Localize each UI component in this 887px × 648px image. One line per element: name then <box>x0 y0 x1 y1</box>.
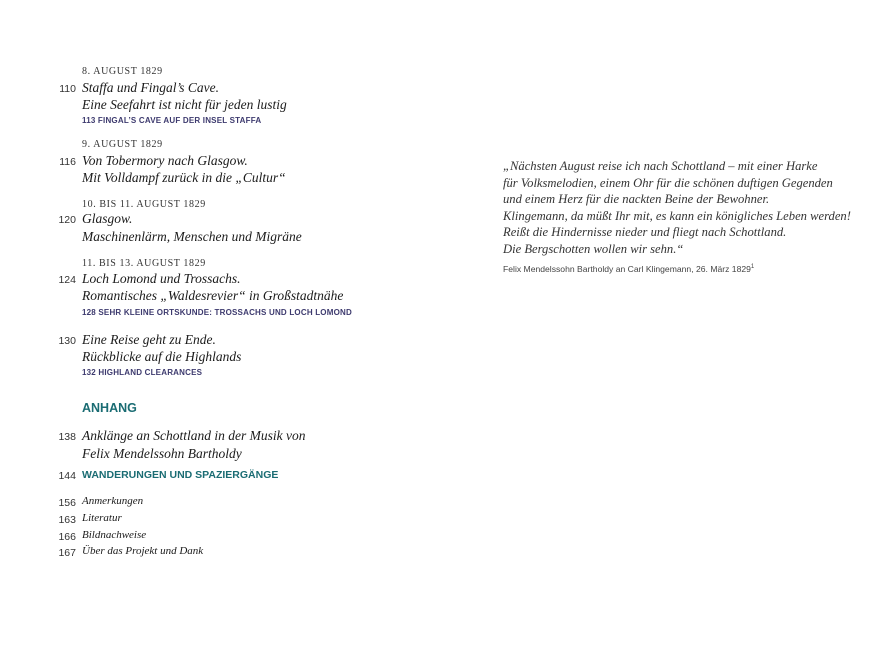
footnote-marker[interactable]: 1 <box>750 264 755 271</box>
entry-subsection[interactable]: 128 SEHR KLEINE ORTSKUNDE: TROSSACHS UND LOCH LOMOND <box>82 308 352 317</box>
appendix-item[interactable]: Literatur <box>82 512 122 524</box>
entry-subsection[interactable]: 132 HIGHLAND CLEARANCES <box>82 368 203 377</box>
quote-line: Reißt die Hindernisse nieder und fliegt nach Schottland. <box>503 225 787 240</box>
entry-title[interactable]: Anklänge an Schottland in der Musik von <box>82 428 306 443</box>
entry-title[interactable]: Staffa und Fingal’s Cave. <box>82 80 219 95</box>
page-number: 124 <box>58 274 76 286</box>
entry-title[interactable]: Loch Lomond und Trossachs. <box>82 271 241 286</box>
epigraph-quote <box>503 158 863 258</box>
entry-subtitle[interactable]: Mit Volldampf zurück in die „Cultur“ <box>82 170 286 185</box>
page-number: 116 <box>59 156 76 168</box>
entry-date: 10. BIS 11. AUGUST 1829 <box>82 199 206 210</box>
entry-title[interactable]: Glasgow. <box>82 211 133 226</box>
table-of-contents <box>0 0 440 648</box>
entry-subtitle[interactable]: Felix Mendelssohn Bartholdy <box>82 446 242 461</box>
page-number: 167 <box>58 547 76 559</box>
quote-line: Die Bergschotten wollen wir sehn.“ <box>503 241 684 256</box>
page-number: 120 <box>58 214 76 226</box>
page-number: 130 <box>58 335 76 347</box>
appendix-item[interactable]: Bildnachweise <box>82 529 147 541</box>
page-number: 163 <box>58 514 76 526</box>
entry-subtitle[interactable]: Rückblicke auf die Highlands <box>82 349 242 364</box>
entry-subsection[interactable]: 113 FINGAL’S CAVE AUF DER INSEL STAFFA <box>82 116 262 125</box>
quote-attribution <box>503 264 754 274</box>
entry-subtitle[interactable]: Eine Seefahrt ist nicht für jeden lustig <box>82 97 287 112</box>
page-number: 166 <box>58 531 76 543</box>
hikes-heading[interactable]: WANDERUNGEN UND SPAZIERGÄNGE <box>82 469 279 481</box>
appendix-heading: ANHANG <box>82 401 137 415</box>
quote-line: für Volksmelodien, einem Ohr für die schönen duftigen Gegenden <box>503 175 833 190</box>
attribution-text: Felix Mendelssohn Bartholdy an Carl Klingemann, 26. März 1829 <box>503 264 751 274</box>
quote-line: Klingemann, da müßt Ihr mit, es kann ein königliches Leben werden! <box>503 208 851 223</box>
entry-date: 11. BIS 13. AUGUST 1829 <box>82 258 206 269</box>
entry-subtitle[interactable]: Romantisches „Waldesrevier“ in Großstadtnähe <box>82 288 344 303</box>
entry-subtitle[interactable]: Maschinenlärm, Menschen und Migräne <box>82 229 302 244</box>
entry-date: 8. AUGUST 1829 <box>82 66 163 77</box>
entry-date: 9. AUGUST 1829 <box>82 139 163 150</box>
appendix-item[interactable]: Anmerkungen <box>82 495 144 507</box>
page-number: 144 <box>58 470 76 482</box>
page-number: 156 <box>58 497 76 509</box>
entry-title[interactable]: Von Tobermory nach Glasgow. <box>82 153 248 168</box>
page-number: 138 <box>58 431 76 443</box>
page-number: 110 <box>59 83 76 95</box>
quote-line: „Nächsten August reise ich nach Schottland – mit einer Harke <box>503 159 818 173</box>
entry-title[interactable]: Eine Reise geht zu Ende. <box>82 332 216 347</box>
appendix-item[interactable]: Über das Projekt und Dank <box>82 545 204 557</box>
quote-line: und einem Herz für die nackten Beine der Bewohner. <box>503 192 770 207</box>
